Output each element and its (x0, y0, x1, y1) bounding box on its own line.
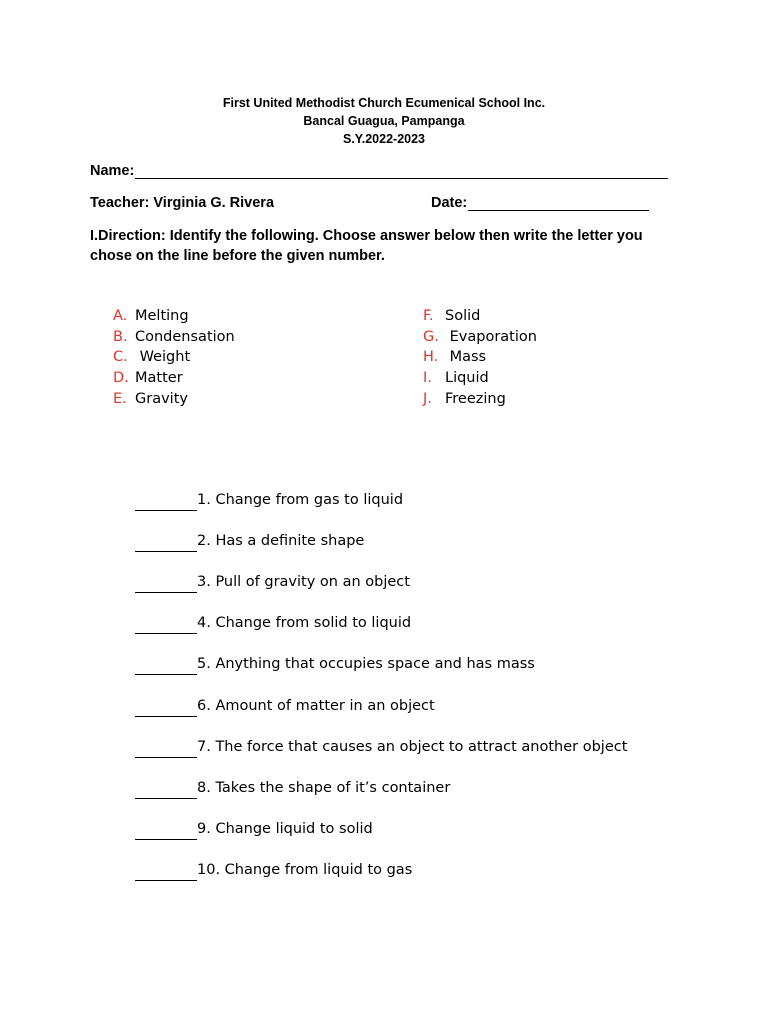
choice-item (423, 389, 537, 410)
answer-blank[interactable] (135, 741, 197, 758)
choice-item (113, 306, 235, 327)
question-text: 10. Change from liquid to gas (197, 861, 413, 878)
school-location: Bancal Guagua, Pampanga (303, 114, 465, 128)
choice-letter: C. (113, 349, 128, 366)
choice-text: Mass (445, 349, 487, 366)
question-item (135, 799, 627, 840)
choice-letter: F. (423, 308, 434, 324)
answer-blank[interactable] (135, 700, 197, 717)
date-line[interactable] (468, 196, 649, 211)
choice-text: Condensation (135, 328, 235, 345)
choice-item (423, 347, 537, 368)
date-label: Date: (431, 195, 468, 211)
choice-letter: E. (113, 390, 127, 407)
name-field[interactable] (90, 163, 668, 179)
question-text: 7. The force that causes an object to attract another object (197, 738, 628, 755)
choice-text: Freezing (445, 390, 506, 407)
choice-letter: I. (423, 370, 432, 387)
answer-blank[interactable] (135, 576, 197, 593)
direction-text: I.Direction: Identify the following. Choose answer below then write the letter you chose on the line before the given number. (90, 228, 643, 264)
question-item (135, 511, 627, 552)
worksheet-header (0, 94, 768, 148)
choice-text: Matter (135, 370, 183, 387)
answer-blank[interactable] (135, 782, 197, 799)
question-item (135, 634, 627, 675)
choice-text: Weight (135, 349, 191, 366)
question-text: 5. Anything that occupies space and has mass (197, 656, 535, 673)
school-year: S.Y.2022-2023 (342, 132, 425, 146)
choice-text: Evaporation (445, 328, 537, 345)
choices-right (423, 306, 537, 409)
choice-item (113, 327, 235, 348)
choice-letter: J. (423, 390, 432, 407)
answer-blank[interactable] (135, 823, 197, 840)
school-name: First United Methodist Church Ecumenical School Inc. (222, 96, 546, 110)
choice-letter: B. (113, 328, 128, 345)
choice-item (113, 347, 235, 368)
question-item (135, 840, 627, 881)
choice-item (423, 327, 537, 348)
name-label: Name: (90, 163, 135, 179)
choice-letter: A. (113, 308, 128, 324)
choice-letter: G. (423, 328, 439, 345)
question-item (135, 470, 627, 511)
choice-text: Melting (135, 308, 189, 324)
question-item (135, 675, 627, 716)
question-text: 4. Change from solid to liquid (197, 615, 412, 632)
choice-item (113, 368, 235, 389)
choice-letter: H. (423, 349, 439, 366)
question-text: 2. Has a definite shape (197, 533, 365, 550)
choice-text: Gravity (135, 390, 188, 407)
question-text: 1. Change from gas to liquid (197, 492, 404, 509)
question-text: 3. Pull of gravity on an object (197, 574, 410, 591)
choice-item (423, 368, 537, 389)
question-item (135, 552, 627, 593)
name-line[interactable] (135, 164, 668, 179)
choice-item (423, 306, 537, 327)
choice-letter: D. (113, 370, 129, 387)
question-item (135, 717, 627, 758)
question-text: 8. Takes the shape of it’s container (197, 779, 451, 796)
question-list (135, 470, 627, 881)
choice-item (113, 389, 235, 410)
teacher-label: Teacher: Virginia G. Rivera (90, 195, 275, 211)
question-item (135, 758, 627, 799)
question-text: 9. Change liquid to solid (197, 820, 373, 837)
answer-blank[interactable] (135, 535, 197, 552)
question-item (135, 593, 627, 634)
answer-blank[interactable] (135, 617, 197, 634)
question-text: 6. Amount of matter in an object (197, 697, 435, 714)
choice-text: Liquid (445, 370, 489, 387)
choice-text: Solid (445, 308, 481, 324)
answer-blank[interactable] (135, 494, 197, 511)
choices-left (113, 306, 235, 409)
date-field[interactable] (431, 195, 649, 211)
answer-blank[interactable] (135, 864, 197, 881)
answer-blank[interactable] (135, 658, 197, 675)
